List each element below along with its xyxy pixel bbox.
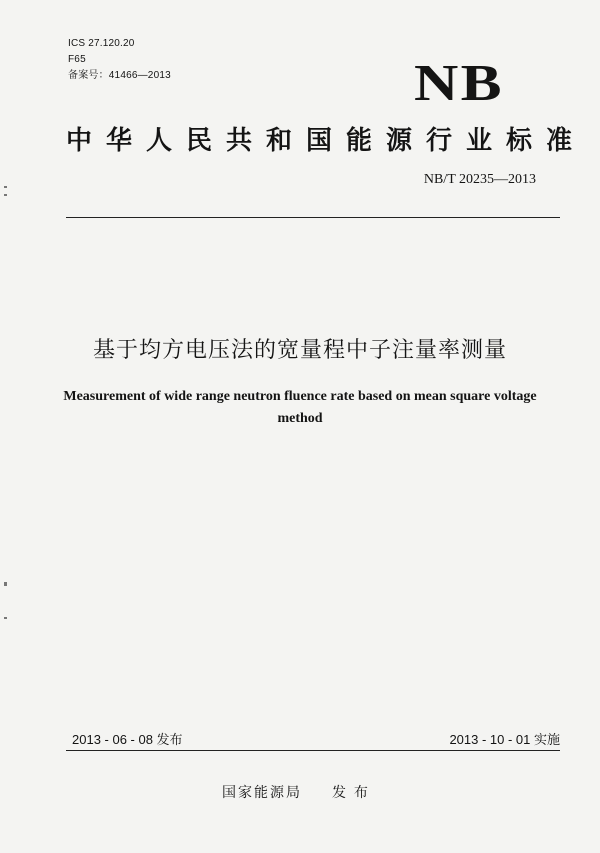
document-title-chinese: 基于均方电压法的宽量程中子注量率测量 bbox=[92, 337, 507, 362]
filing-number: 备案号：41466—2013 bbox=[68, 70, 171, 81]
bottom-divider bbox=[66, 750, 560, 751]
scan-artifact bbox=[4, 582, 7, 586]
document-title-english: Measurement of wide range neutron fluence rate based on mean square voltage method bbox=[63, 389, 537, 426]
scan-artifact bbox=[4, 617, 7, 619]
top-divider bbox=[66, 217, 560, 218]
issuer-name: 国家能源局 bbox=[222, 784, 302, 800]
issue-date: 2013 - 06 - 08 发布 bbox=[72, 732, 183, 747]
standard-number: NB/T 20235—2013 bbox=[423, 172, 536, 187]
ics-code: ICS 27.120.20 bbox=[68, 38, 135, 49]
nb-logo: NB bbox=[414, 55, 504, 112]
scan-artifact bbox=[4, 186, 7, 188]
issuer-line bbox=[222, 782, 370, 802]
classification-block bbox=[68, 36, 171, 84]
implementation-date: 2013 - 10 - 01 实施 bbox=[449, 732, 560, 747]
scan-artifact bbox=[4, 194, 7, 196]
issuer-action: 发 布 bbox=[332, 784, 370, 800]
standard-category-title: 中华人民共和国能源行业标准 bbox=[66, 125, 587, 155]
category-code: F65 bbox=[68, 54, 86, 65]
